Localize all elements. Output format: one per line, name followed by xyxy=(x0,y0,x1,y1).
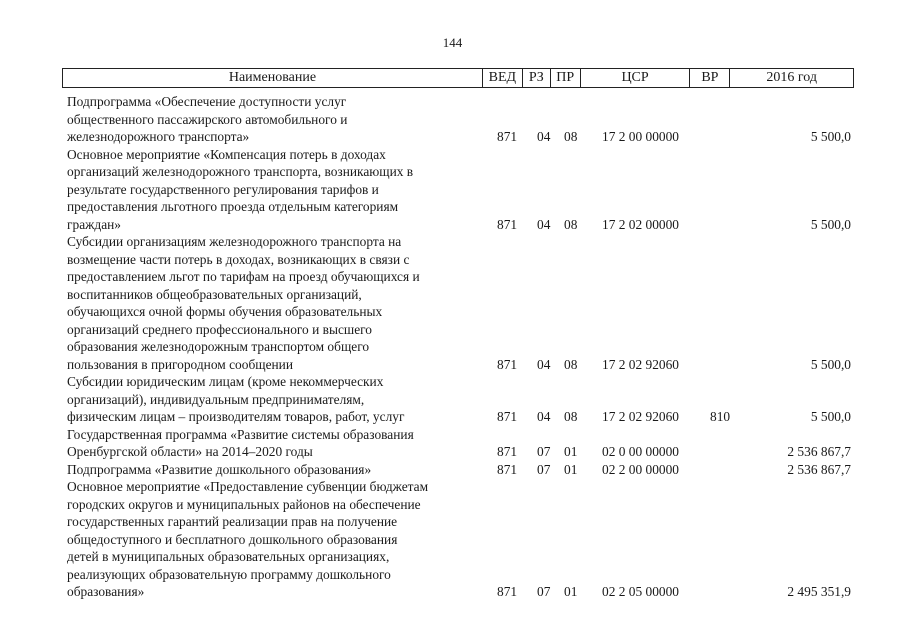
table-row xyxy=(67,233,857,373)
row-amount: 2 495 351,9 xyxy=(787,584,851,599)
header-pr: ПР xyxy=(550,69,580,87)
page-number: 144 xyxy=(442,35,463,50)
header-ved: ВЕД xyxy=(482,69,522,87)
header-year: 2016 год xyxy=(729,69,853,87)
row-rz: 07 xyxy=(537,584,551,599)
row-amount: 5 500,0 xyxy=(810,129,851,144)
row-name: Подпрограмма «Обеспечение доступности услуг общественного пассажирского автомобильного и железнодорожного транспорта» xyxy=(67,94,348,144)
row-name: Подпрограмма «Развитие дошкольного образования» xyxy=(67,461,372,477)
row-csr: 17 2 00 00000 xyxy=(602,129,679,144)
table-row xyxy=(67,478,857,601)
row-pr: 08 xyxy=(564,129,578,144)
row-csr: 17 2 02 92060 xyxy=(602,409,679,424)
table-body xyxy=(67,93,857,601)
row-amount: 5 500,0 xyxy=(810,409,851,424)
header-vr: ВР xyxy=(689,69,729,87)
row-rz: 07 xyxy=(537,461,551,477)
row-ved: 871 xyxy=(497,409,518,424)
row-pr: 08 xyxy=(564,356,578,372)
header-csr: ЦСР xyxy=(580,69,690,87)
row-csr: 17 2 02 92060 xyxy=(602,356,679,372)
table-row xyxy=(67,461,857,479)
row-pr: 08 xyxy=(564,216,578,232)
row-name: Основное мероприятие «Компенсация потерь в доходах организаций железнодорожного транспорта, возникающих в результате государственного регулирования тарифов и предоставления льготного проезда отдельным категориям граждан» xyxy=(67,146,414,232)
row-name: Государственная программа «Развитие системы образования Оренбургской области» на 2014–2020 годы xyxy=(67,426,414,459)
row-pr: 01 xyxy=(564,584,578,599)
row-vr: 810 xyxy=(710,409,731,424)
row-amount: 5 500,0 xyxy=(810,356,851,372)
table-header xyxy=(62,68,854,88)
row-ved: 871 xyxy=(497,444,518,459)
row-csr: 17 2 02 00000 xyxy=(602,216,679,232)
row-csr: 02 2 05 00000 xyxy=(602,584,679,599)
row-ved: 871 xyxy=(497,216,518,232)
row-amount: 5 500,0 xyxy=(810,216,851,232)
table-row xyxy=(67,93,857,146)
row-rz: 07 xyxy=(537,444,551,459)
row-rz: 04 xyxy=(537,216,551,232)
row-ved: 871 xyxy=(497,461,518,477)
row-csr: 02 0 00 00000 xyxy=(602,444,679,459)
header-rz: РЗ xyxy=(522,69,550,87)
row-amount: 2 536 867,7 xyxy=(787,461,851,477)
row-amount: 2 536 867,7 xyxy=(787,444,851,459)
table-row xyxy=(67,426,857,461)
row-csr: 02 2 00 00000 xyxy=(602,461,679,477)
row-ved: 871 xyxy=(497,129,518,144)
row-pr: 01 xyxy=(564,444,578,459)
table-row xyxy=(67,146,857,234)
table-row xyxy=(67,373,857,426)
row-rz: 04 xyxy=(537,409,551,424)
row-rz: 04 xyxy=(537,129,551,144)
row-name: Основное мероприятие «Предоставление субвенции бюджетам городских округов и муниципальных районов на обеспечение государственных гарантий реализации прав на получение общедоступного и бесплатного дошкольного образования детей в муниципальных образовательных организациях, реализующих образовательную программу дошкольного образования» xyxy=(67,479,429,599)
row-ved: 871 xyxy=(497,356,518,372)
header-name: Наименование xyxy=(228,70,317,85)
row-name: Субсидии юридическим лицам (кроме некоммерческих организаций), индивидуальным предпринимателям, физическим лицам – производителям товаров, работ, услуг xyxy=(67,374,405,424)
row-pr: 08 xyxy=(564,409,578,424)
row-name: Субсидии организациям железнодорожного транспорта на возмещение части потерь в доходах, возникающих в связи с предоставлением льгот по тарифам на проезд обучающихся и воспитанников общеобразовательных организаций, обучающихся очной формы обучения образовательных организаций среднего профессионального и высшего образования железнодорожным транспортом общего пользования в пригородном сообщении xyxy=(67,234,420,372)
row-rz: 04 xyxy=(537,356,551,372)
row-pr: 01 xyxy=(564,461,578,477)
row-ved: 871 xyxy=(497,584,518,599)
